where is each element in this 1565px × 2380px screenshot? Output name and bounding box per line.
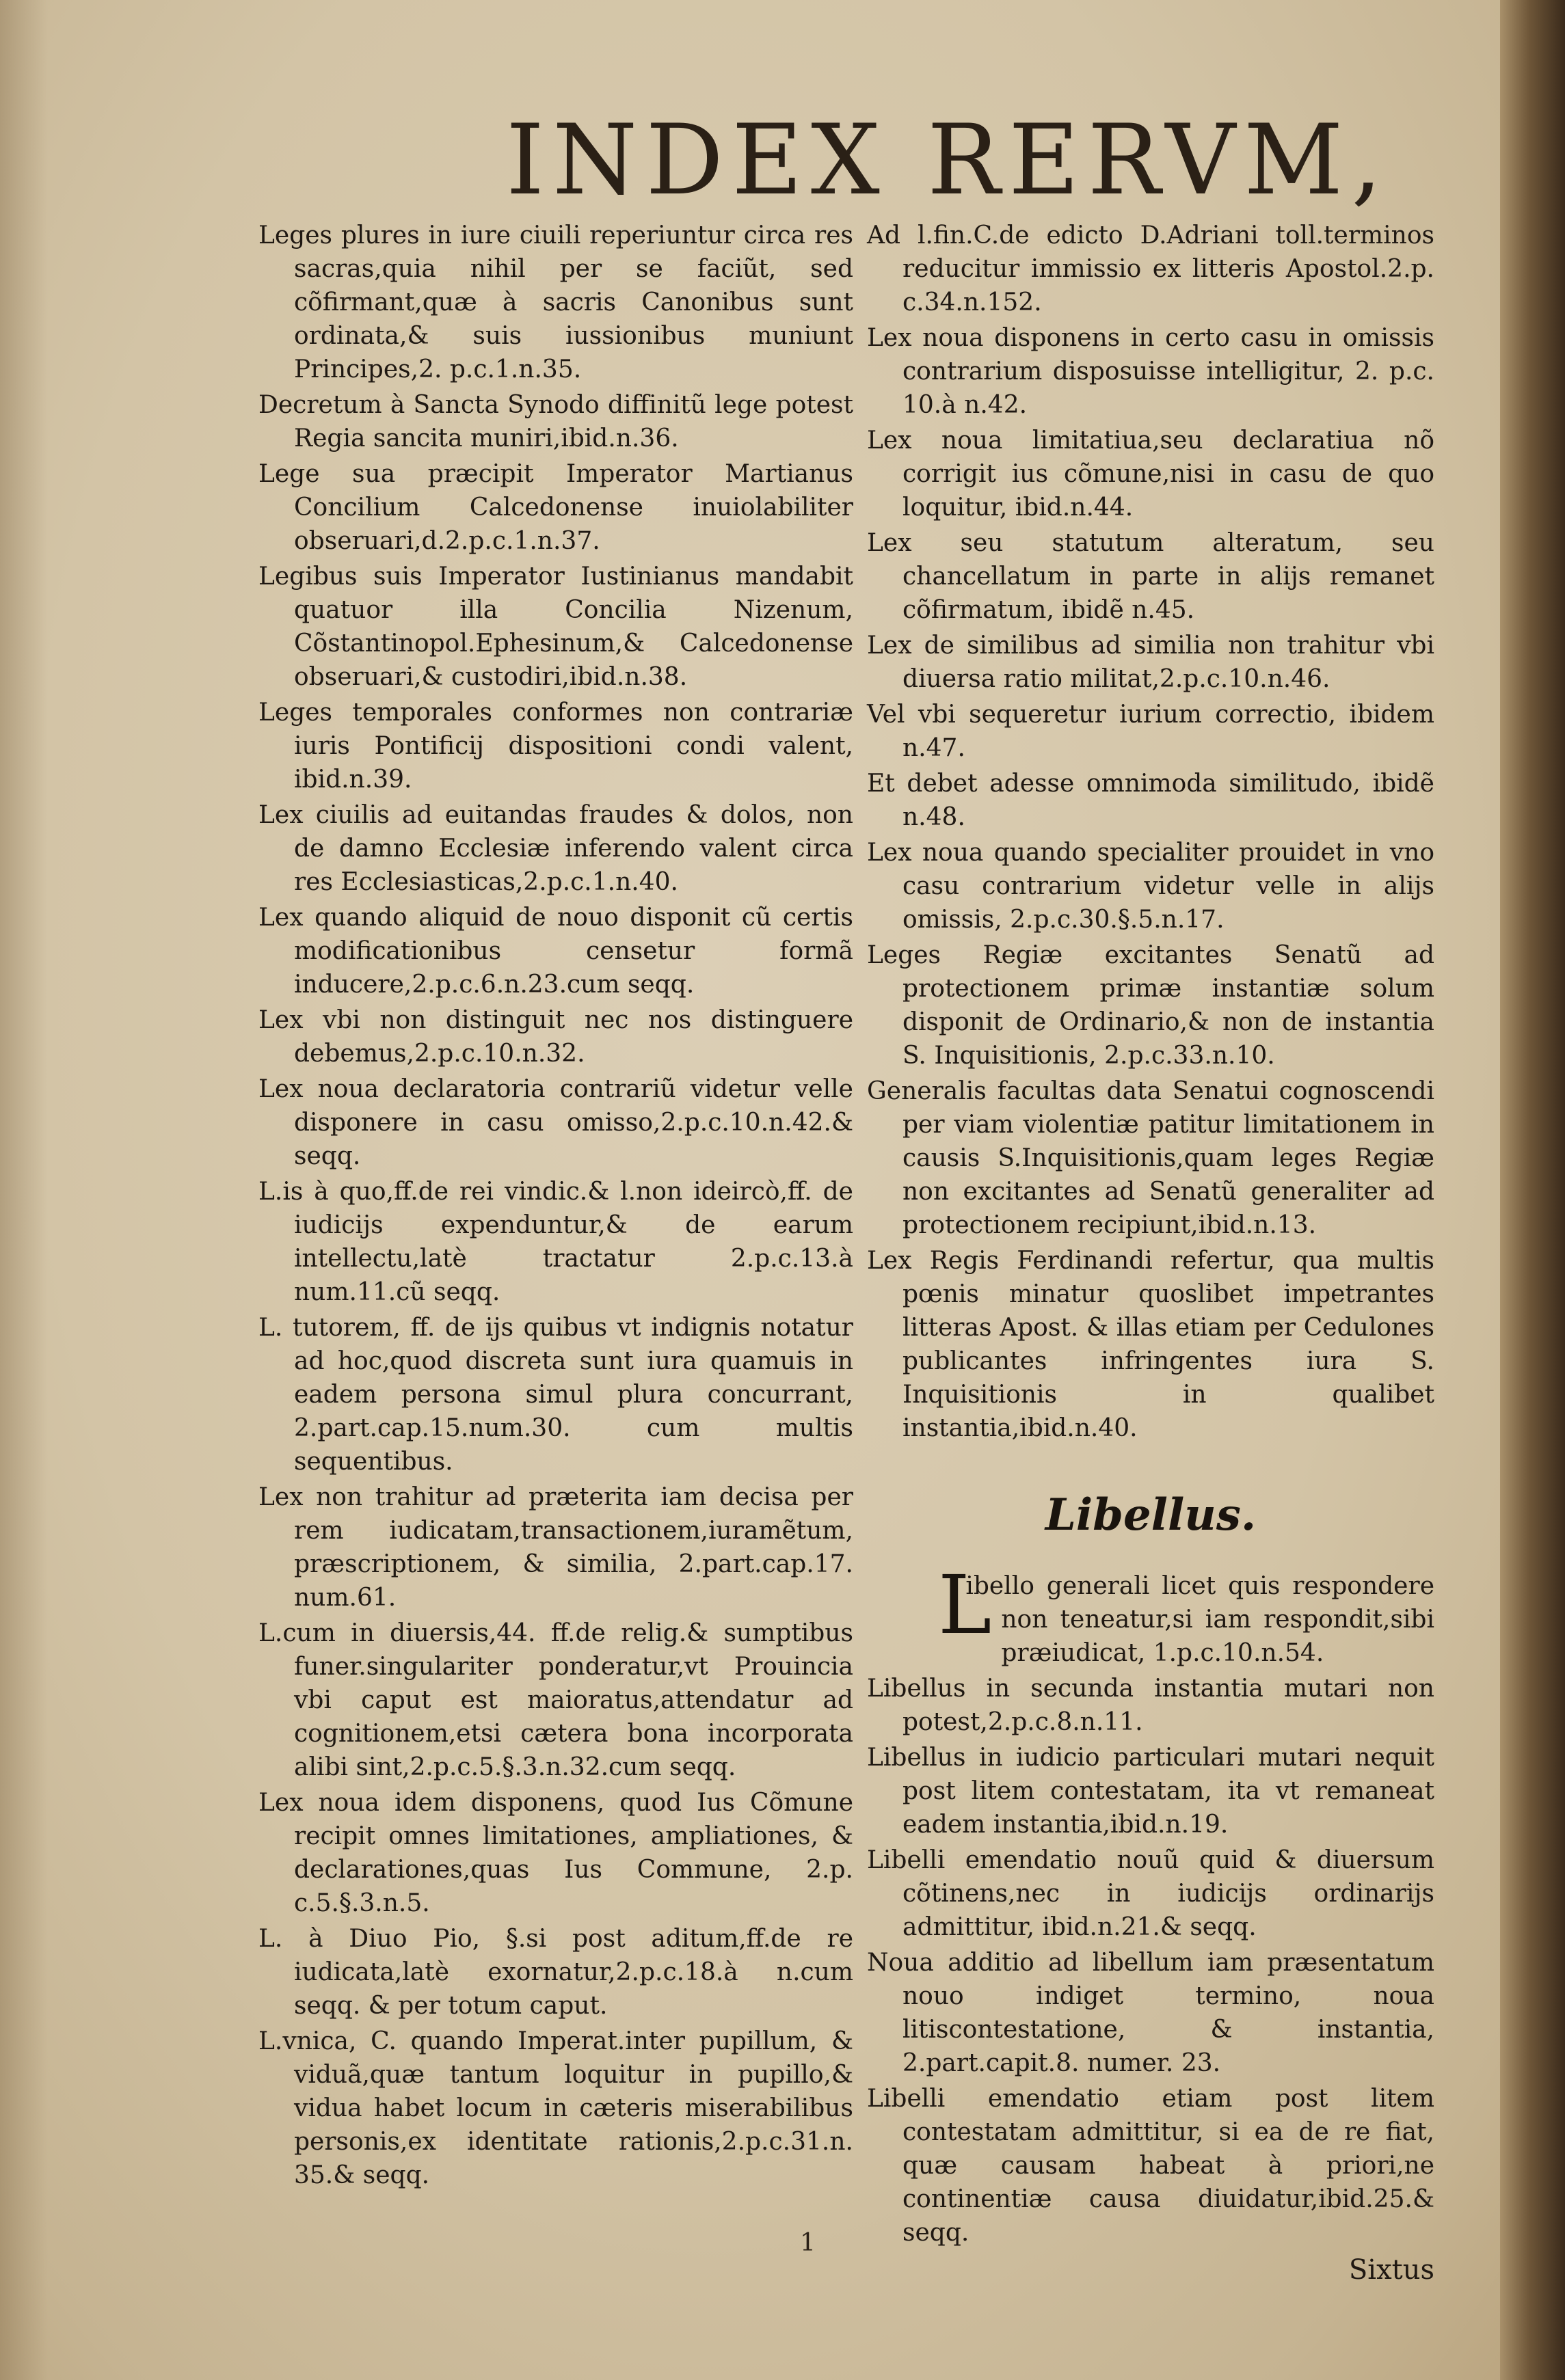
index-entry: L.cum in diuersis,44. ff.de relig.& sumptibus funer.singulariter ponderatur,vt Prouincia vbi caput est maioratus,attendatur ad cognitionem,etsi cætera bona incorporata alibi sint,2.p.c.5.§.3.n.32.cum seqq. (258, 1619, 853, 1781)
index-entry: Lex noua disponens in certo casu in omissis contrarium disposuisse intelligitur, 2. p.c. 10.à n.42. (867, 324, 1434, 419)
right-entries-before (867, 219, 1434, 1445)
catchword: Sixtus (1348, 2254, 1434, 2286)
index-entry: Libelli emendatio nouũ quid & diuersum cõtinens,nec in iudicijs ordinarijs admittitur, ibid.n.21.& seqq. (867, 1846, 1434, 1941)
index-entry-dropcap (867, 1558, 1434, 1670)
index-entry: L. à Diuo Pio, §.si post aditum,ff.de re iudicata,latè exornatur,2.p.c.18.à n.cum seqq. & per totum caput. (258, 1925, 853, 2020)
index-entry: Leges temporales conformes non contrariæ iuris Pontificij dispositioni condi valent, ibid.n.39. (258, 699, 853, 794)
index-entry: Libellus in secunda instantia mutari non potest,2.p.c.8.n.11. (867, 1675, 1434, 1736)
index-entry: Lex Regis Ferdinandi refertur, qua multis pœnis minatur quoslibet impetrantes litteras Apost. & illas etiam per Cedulones publicantes infringentes iura S. Inquisitionis in qualibet instantia,ibid.n.40. (867, 1247, 1434, 1442)
index-entry: Lex noua idem disponens, quod Ius Cõmune recipit omnes limitationes, ampliationes, & declarationes,quas Ius Commune, 2.p. c.5.§.3.n.5. (258, 1789, 853, 1917)
index-entry: Leges Regiæ excitantes Senatũ ad protectionem primæ instantiæ solum disponit de Ordinario,& non de instantia S. Inquisitionis, 2.p.c.33.n.10. (867, 941, 1434, 1070)
index-entry-text: ibello generali licet quis respondere non teneatur,si iam respondit,sibi præiudicat, 1.p.c.10.n.54. (965, 1572, 1434, 1667)
book-spine-shadow (1500, 0, 1565, 2380)
signature-mark: 1 (800, 2229, 816, 2257)
right-entries-after (867, 1672, 1434, 2249)
index-entry: Decretum à Sancta Synodo diffinitũ lege potest Regia sancita muniri,ibid.n.36. (258, 391, 853, 452)
index-entry: Lex noua declaratoria contrariũ videtur velle disponere in casu omisso,2.p.c.10.n.42.& seqq. (258, 1075, 853, 1170)
index-entry: Lex noua limitatiua,seu declaratiua nõ corrigit ius cõmune,nisi in casu de quo loquitur, ibid.n.44. (867, 427, 1434, 522)
index-entry: Libelli emendatio etiam post litem contestatam admittitur, si ea de re fiat, quæ causam habeat à priori,ne continentiæ causa diuidatur,ibid.25.& seqq. (867, 2085, 1434, 2247)
left-column (258, 219, 853, 2194)
index-entry: Noua additio ad libellum iam præsentatum nouo indiget termino, noua litiscontestatione, & instantia, 2.part.capit.8. numer. 23. (867, 1949, 1434, 2077)
index-entry: Lex de similibus ad similia non trahitur vbi diuersa ratio militat,2.p.c.10.n.46. (867, 632, 1434, 693)
index-entry: Lex seu statutum alteratum, seu chancellatum in parte in alijs remanet cõfirmatum, ibidẽ n.45. (867, 529, 1434, 624)
index-entry: L.is à quo,ff.de rei vindic.& l.non ideircò,ff. de iudicijs expenduntur,& de earum intellectu,latè tractatur 2.p.c.13.à num.11.cũ seqq. (258, 1178, 853, 1306)
index-entry: Lex quando aliquid de nouo disponit cũ certis modificationibus censetur formã inducere,2.p.c.6.n.23.cum seqq. (258, 904, 853, 999)
index-entry: Lege sua præcipit Imperator Martianus Concilium Calcedonense inuiolabiliter obseruari,d.2.p.c.1.n.37. (258, 460, 853, 555)
index-entry: Vel vbi sequeretur iurium correctio, ibidem n.47. (867, 701, 1434, 762)
index-entry: L. tutorem, ff. de ijs quibus vt indignis notatur ad hoc,quod discreta sunt iura quamuis in eadem persona simul plura concurrant, 2.part.cap.15.num.30. cum multis sequentibus. (258, 1314, 853, 1476)
index-entry: Generalis facultas data Senatui cognoscendi per viam violentiæ patitur limitationem in causis S.Inquisitionis,quam leges Regiæ non excitantes ad Senatũ generaliter ad protectionem recipiunt,ibid.n.13. (867, 1077, 1434, 1239)
index-entry: Libellus in iudicio particulari mutari nequit post litem contestatam, ita vt remaneat eadem instantia,ibid.n.19. (867, 1744, 1434, 1839)
index-entry: Lex noua quando specialiter prouidet in vno casu contrarium videtur velle in alijs omissis, 2.p.c.30.§.5.n.17. (867, 839, 1434, 934)
index-entry: Lex vbi non distinguit nec nos distinguere debemus,2.p.c.10.n.32. (258, 1006, 853, 1068)
section-heading: Libellus. (1045, 1489, 1257, 1541)
running-head: INDEX RERVM, (506, 104, 1391, 217)
page-edge-stain (0, 0, 48, 2380)
index-entry: Lex ciuilis ad euitandas fraudes & dolos, non de damno Ecclesiæ inferendo valent circa res Ecclesiasticas,2.p.c.1.n.40. (258, 801, 853, 896)
index-entry: Lex non trahitur ad præterita iam decisa per rem iudicatam,transactionem,iuramẽtum, præscriptionem, & similia, 2.part.cap.17. num.61. (258, 1483, 853, 1612)
index-entry: Legibus suis Imperator Iustinianus mandabit quatuor illa Concilia Nizenum, Cõstantinopol.Ephesinum,& Calcedonense obseruari,& custodiri,ibid.n.38. (258, 563, 853, 691)
index-entry: L.vnica, C. quando Imperat.inter pupillum, & viduã,quæ tantum loquitur in pupillo,& vidua habet locum in cæteris miserabilibus personis,ex identitate rationis,2.p.c.31.n. 35.& seqq. (258, 2027, 853, 2189)
right-column (867, 219, 1434, 2287)
index-entry: Leges plures in iure ciuili reperiuntur circa res sacras,quia nihil per se faciũt, sed cõfirmant,quæ à sacris Canonibus sunt ordinata,& suis iussionibus muniunt Principes,2. p.c.1.n.35. (258, 221, 853, 383)
dropcap-letter: L (938, 1558, 992, 1652)
index-entry: Et debet adesse omnimoda similitudo, ibidẽ n.48. (867, 770, 1434, 831)
index-entry: Ad l.fin.C.de edicto D.Adriani toll.terminos reducitur immissio ex litteris Apostol.2.p. c.34.n.152. (867, 221, 1434, 316)
